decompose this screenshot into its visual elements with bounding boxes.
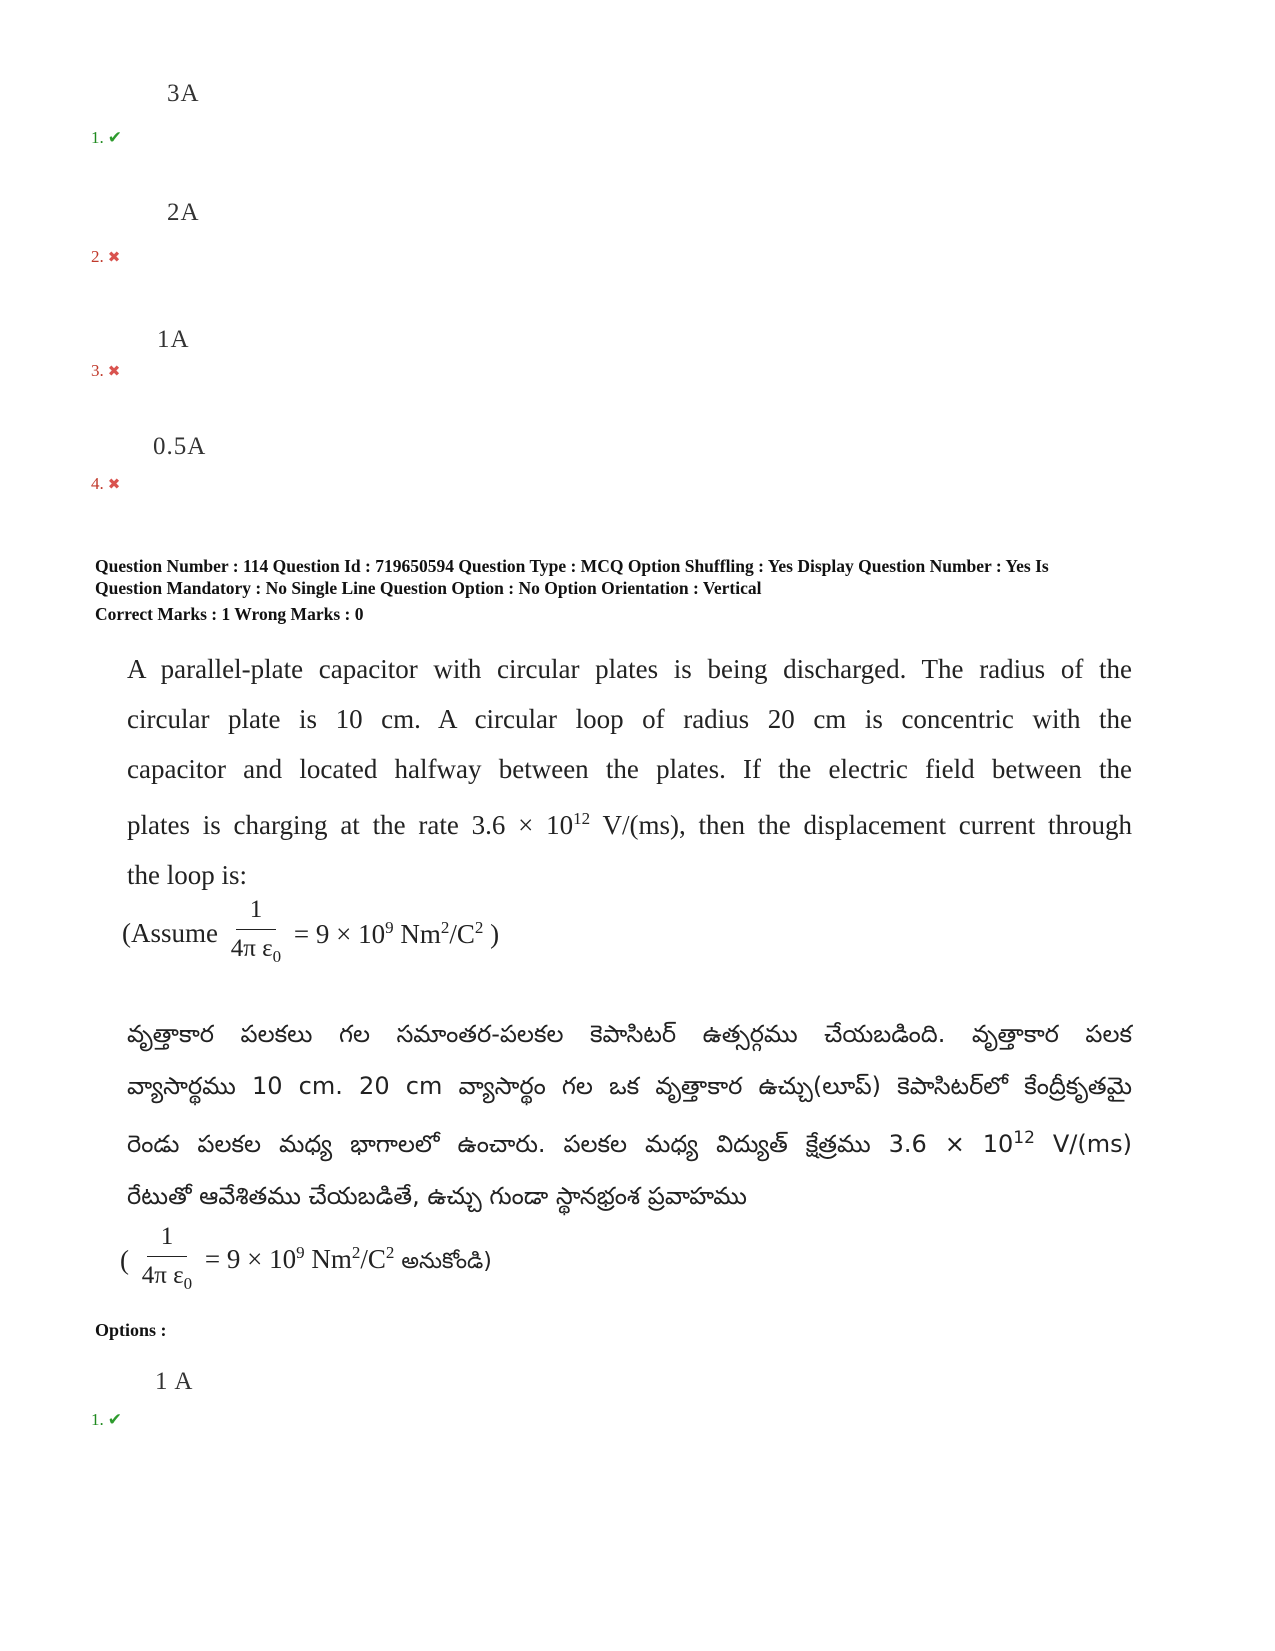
- prev-option-1-number: 1.: [91, 128, 104, 147]
- prev-option-3-text: 1A: [157, 326, 190, 353]
- formula-rhs: = $9 \times 10^9$ $Nm^2/C^2$ ): [293, 917, 500, 949]
- question-en-line1: A parallel-plate capacitor with circular plates is being discharged. The radius of the: [127, 654, 1132, 684]
- question-en-line2: circular plate is 10 cm. A circular loop of radius 20 cm is concentric with the: [127, 704, 1132, 734]
- fraction: [142, 1222, 192, 1299]
- question-en-line4: plates is charging at the rate $3.6 \times 10^{12}$ V/(ms), then the displacement current through: [127, 809, 1132, 840]
- question-te-line2: వ్యాసార్థము 10 cm. 20 cm వ్యాసార్థం గల ఒక వృత్తాకార ఉచ్చు(లూప్) కెపాసిటర్‌లో కేంద్రీకృతమై: [127, 1072, 1132, 1100]
- prev-option-3-number: 3.: [91, 361, 104, 380]
- prev-option-4-marker: [91, 474, 120, 494]
- prev-option-2-marker: [91, 247, 120, 267]
- question-text-telugu: [127, 1008, 1132, 1222]
- question-meta: [95, 555, 1185, 625]
- assume-formula-english: [122, 895, 499, 972]
- fraction-numerator: 1: [147, 1222, 188, 1257]
- check-icon: ✔: [107, 128, 122, 148]
- check-icon: ✔: [107, 1410, 122, 1430]
- prev-option-2-number: 2.: [91, 247, 104, 266]
- fraction: [231, 895, 281, 972]
- options-label: Options :: [95, 1320, 167, 1340]
- prev-option-2-text: 2A: [167, 199, 200, 226]
- option-1-text: 1 A: [155, 1368, 194, 1395]
- question-text-english: [127, 644, 1132, 900]
- prev-option-3-marker: [91, 361, 120, 381]
- fraction-denominator: 4π $\varepsilon_0$: [141, 1262, 193, 1293]
- question-en-line5: the loop is:: [127, 860, 247, 890]
- formula-open-paren: (: [120, 1245, 129, 1275]
- question-te-line1: వృత్తాకార పలకలు గల సమాంతర-పలకల కెపాసిటర్ ఉత్సర్గము చేయబడింది. వృత్తాకార పలక: [127, 1020, 1132, 1048]
- question-meta-line2: Question Mandatory : No Single Line Question Option : No Option Orientation : Vertical: [95, 578, 762, 598]
- question-meta-line1: Question Number : 114 Question Id : 719650594 Question Type : MCQ Option Shuffling : Yes Display Question Number : Yes Is: [95, 556, 1049, 576]
- question-te-line4: రేటుతో ఆవేశితము చేయబడితే, ఉచ్చు గుండా స్థానభ్రంశ ప్రవాహము: [127, 1182, 747, 1210]
- question-te-line3: రెండు పలకల మధ్య భాగాలలో ఉంచారు. పలకల మధ్య విద్యుత్ క్షేత్రము $3.6 \times 10^{12}$ V/(ms): [127, 1128, 1132, 1158]
- question-en-line3: capacitor and located halfway between the plates. If the electric field between the: [127, 754, 1132, 784]
- prev-option-4-text: 0.5A: [153, 433, 207, 460]
- question-marks: Correct Marks : 1 Wrong Marks : 0: [95, 604, 364, 624]
- assume-formula-telugu: [120, 1222, 492, 1299]
- option-1-number: 1.: [91, 1410, 104, 1429]
- assume-prefix: (Assume: [122, 918, 218, 948]
- fraction-denominator: 4π $\varepsilon_0$: [230, 935, 282, 966]
- cross-icon: ✖: [107, 248, 121, 266]
- prev-option-1-text: 3A: [167, 80, 200, 107]
- prev-option-1-marker: [91, 128, 122, 148]
- fraction-numerator: 1: [236, 895, 277, 930]
- cross-icon: ✖: [107, 475, 121, 493]
- prev-option-4-number: 4.: [91, 474, 104, 493]
- formula-rhs: = $9 \times 10^9$ $Nm^2/C^2$ అనుకోండి): [204, 1242, 492, 1274]
- option-1-marker: [91, 1410, 122, 1430]
- cross-icon: ✖: [107, 362, 121, 380]
